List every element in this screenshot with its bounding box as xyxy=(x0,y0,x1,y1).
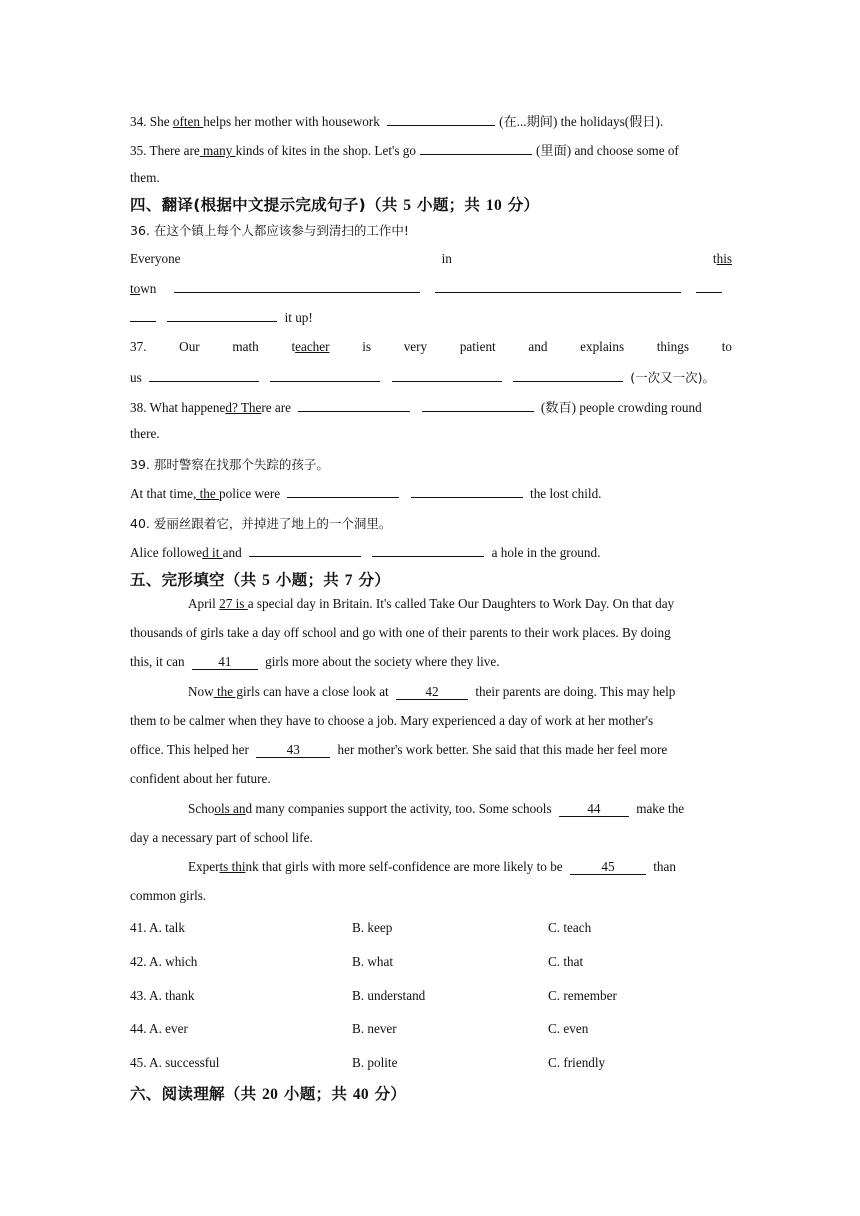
paragraph-3-line1: Schools and many companies support the activity, too. Some schools 44 make the xyxy=(188,801,685,816)
question-38-cont: there. xyxy=(130,426,160,441)
paragraph-2-line4: confident about her future. xyxy=(130,771,271,786)
question-37-line2: us (一次又一次)。 xyxy=(130,370,715,385)
option-c[interactable]: C. remember xyxy=(548,988,617,1003)
answer-blank[interactable] xyxy=(298,399,410,412)
question-35-cont: them. xyxy=(130,170,160,185)
option-a[interactable]: 41. A. talk xyxy=(130,920,185,935)
section-4-heading: 四、翻译(根据中文提示完成句子)（共 5 小题；共 10 分） xyxy=(130,196,540,214)
answer-blank[interactable] xyxy=(270,369,380,382)
answer-blank[interactable] xyxy=(392,369,502,382)
answer-blank[interactable] xyxy=(167,309,277,322)
question-40-prompt: 40. 爱丽丝跟着它，并掉进了地上的一个洞里。 xyxy=(130,516,392,531)
option-b[interactable]: B. polite xyxy=(352,1055,398,1070)
option-a[interactable]: 45. A. successful xyxy=(130,1055,220,1070)
section-5-heading: 五、完形填空（共 5 小题；共 7 分） xyxy=(130,571,391,589)
answer-blank[interactable] xyxy=(696,280,722,293)
paragraph-2-line2: them to be calmer when they have to choose a job. Mary experienced a day of work at her mother's xyxy=(130,713,654,728)
option-a[interactable]: 43. A. thank xyxy=(130,988,195,1003)
question-40: Alice followed it and a hole in the ground. xyxy=(130,545,601,560)
answer-blank[interactable] xyxy=(372,544,484,557)
cloze-blank-42[interactable]: 42 xyxy=(396,685,468,700)
answer-blank[interactable] xyxy=(149,369,259,382)
question-34: 34. She often helps her mother with housework (在...期间) the holidays(假日). xyxy=(130,114,664,129)
question-35: 35. There are many kinds of kites in the shop. Let's go (里面) and choose some of xyxy=(130,143,679,158)
option-a[interactable]: 44. A. ever xyxy=(130,1021,188,1036)
option-b[interactable]: B. never xyxy=(352,1021,397,1036)
question-38: 38. What happened? There are (数百) people crowding round xyxy=(130,400,702,415)
answer-blank[interactable] xyxy=(174,280,420,293)
paragraph-2-line1: Now the girls can have a close look at 42 their parents are doing. This may help xyxy=(188,684,676,699)
paragraph-2-line3: office. This helped her 43 her mother's work better. She said that this made her feel more xyxy=(130,742,668,757)
paragraph-1-line3: this, it can 41 girls more about the society where they live. xyxy=(130,654,500,669)
option-b[interactable]: B. keep xyxy=(352,920,393,935)
answer-blank[interactable] xyxy=(422,399,534,412)
answer-blank[interactable] xyxy=(420,142,532,155)
paragraph-4-line2: common girls. xyxy=(130,888,207,903)
answer-blank[interactable] xyxy=(387,113,495,126)
option-c[interactable]: C. friendly xyxy=(548,1055,606,1070)
section-6-heading: 六、阅读理解（共 20 小题；共 40 分） xyxy=(130,1085,407,1103)
question-36-line1: Everyone in this xyxy=(130,251,732,266)
cloze-blank-44[interactable]: 44 xyxy=(559,802,629,817)
question-36-line2: town xyxy=(130,280,732,297)
question-36-prompt: 36. 在这个镇上每个人都应该参与到清扫的工作中! xyxy=(130,223,409,238)
paragraph-3-line2: day a necessary part of school life. xyxy=(130,830,313,845)
cloze-blank-41[interactable]: 41 xyxy=(192,655,258,670)
question-36-line3: it up! xyxy=(130,309,732,326)
answer-blank[interactable] xyxy=(249,544,361,557)
paragraph-1-line2: thousands of girls take a day off school and go with one of their parents to their work places. By doing xyxy=(130,625,671,640)
option-b[interactable]: B. what xyxy=(352,954,394,969)
answer-blank[interactable] xyxy=(513,369,623,382)
question-37-line1: 37. Our math teacher is very patient and explains things to xyxy=(130,339,732,354)
question-39-prompt: 39. 那时警察在找那个失踪的孩子。 xyxy=(130,457,329,472)
option-c[interactable]: C. teach xyxy=(548,920,592,935)
cloze-blank-43[interactable]: 43 xyxy=(256,743,330,758)
option-b[interactable]: B. understand xyxy=(352,988,426,1003)
answer-blank[interactable] xyxy=(287,485,399,498)
question-39: At that time, the police were the lost child. xyxy=(130,486,602,501)
answer-blank[interactable] xyxy=(130,309,156,322)
paragraph-1-line1: April 27 is a special day in Britain. It's called Take Our Daughters to Work Day. On that day xyxy=(188,596,675,611)
option-c[interactable]: C. that xyxy=(548,954,584,969)
cloze-blank-45[interactable]: 45 xyxy=(570,860,646,875)
option-a[interactable]: 42. A. which xyxy=(130,954,198,969)
answer-blank[interactable] xyxy=(411,485,523,498)
option-c[interactable]: C. even xyxy=(548,1021,589,1036)
paragraph-4-line1: Experts think that girls with more self-confidence are more likely to be 45 than xyxy=(188,859,676,874)
answer-blank[interactable] xyxy=(435,280,681,293)
